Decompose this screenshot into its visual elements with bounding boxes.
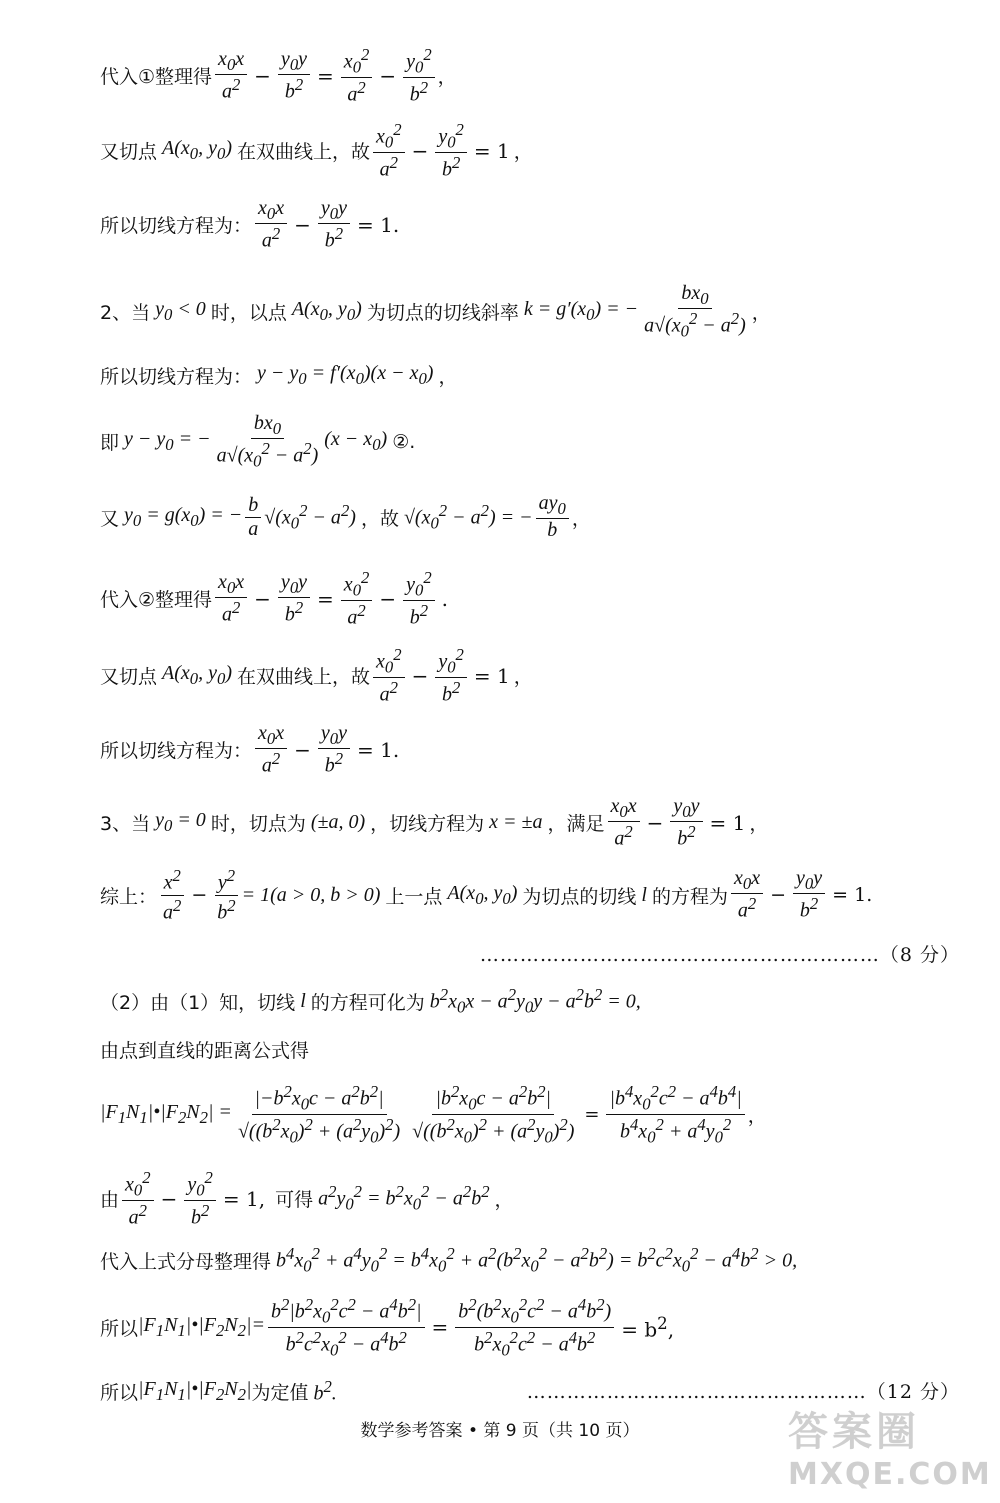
answer-line-6: 即 $y - y_0$ = − $\frac{bx_0}{a√(x_0^2 - a^2)}$ $(x - x_0)$ ②. [100,412,416,471]
answer-line-16: 由 $\frac{x_0^2}{a^2}$ − $\frac{y_0^2}{b^2}$ = 1, 可得 $a^2y_0^2 = b^2x_0^2 - a^2b^2$ ， [100,1168,514,1229]
answer-line-2: 又切点 $A(x_0$, $y_0$) 在双曲线上，故 $\frac{x_0^2}{a^2}$ − $\frac{y_0^2}{b^2}$ = 1 ， [100,120,533,181]
answer-line-4: 2、当 $y_0 < 0$ 时，以点 $A(x_0$, $y_0$) 为切点的切线斜率 $k = g'(x_0)$ = − $\frac{bx_0}{a√(x_0^2 - a^2)}$ ， [100,282,771,341]
answer-line-8: 代入②整理得 $\frac{x_0x}{a^2}$ − $\frac{y_0y}{b^2}$ = $\frac{x_0^2}{a^2}$ − $\frac{y_0^2}{b^2}$ . [100,568,449,629]
answer-line-19: 所以 $|F_1N_1|•|F_2N_2|$ 为定值 $b^2$. [100,1377,337,1405]
answer-line-17: 代入上式分母整理得 $b^4x_0^2 + a^4y_0^2 = b^4x_0^2 + a^2(b^2x_0^2 - a^2b^2) = b^2c^2x_0^2 - a^4b^2 > 0$, [100,1244,798,1276]
answer-line-14: 由点到直线的距离公式得 [100,1040,310,1062]
answer-line-12: 综上： $\frac{x^2}{a^2}$ − $\frac{y^2}{b^2}$ = 1(a > 0, b > 0) 上一点 $A(x_0$, $y_0$) 为切点的切线 l 的方程为 $\frac{x_0x}{a^2}$ − $\frac{y_0y}{b^2}$ = 1. [100,866,873,924]
answer-line-15: $|F_1N_1|•|F_2N_2|$ = $\frac{|-b^2x_0c - a^2b^2|}{√((b^2x_0)^2 + (a^2y_0)^2)}$ $\frac{|b^2x_0c - a^2b^2|}{√((b^2x_0)^2 + (a^2y_0)^2)}$ = $\frac{|b^4x_0^2c^2 - a^4b^4|}{b^4x_0^2 + a^4y_0^2}$ ， [100,1082,767,1147]
answer-line-10: 所以切线方程为： $\frac{x_0x}{a^2}$ − $\frac{y_0y}{b^2}$ = 1. [100,722,400,777]
page-footer: 数学参考答案 • 第 9 页（共 10 页） [360,1421,640,1441]
answer-line-5: 所以切线方程为： $y - y_0 = f'(x_0)(x - x_0)$ ， [100,362,458,388]
answer-line-9: 又切点 $A(x_0$, $y_0$) 在双曲线上，故 $\frac{x_0^2}{a^2}$ − $\frac{y_0^2}{b^2}$ = 1 ， [100,645,533,706]
watermark-logo [788,1400,992,1492]
score-12-text: ……………………………………………（12 分） [526,1381,960,1403]
score-8-text: ……………………………………………………（8 分） [479,944,960,966]
answer-line-18: 所以 $|F_1N_1|•|F_2N_2|=$ $\frac{b^2|b^2x_0^2c^2 - a^4b^2|}{b^2c^2x_0^2 - a^4b^2}$ = $\frac{b^2(b^2x_0^2c^2 - a^4b^2)}{b^2x_0^2c^2 - a^4b^2}$ = $b^2$, [100,1295,675,1360]
answer-line-1: 代入①整理得 $\frac{x_0x}{a^2}$ − $\frac{y_0y}{b^2}$ = $\frac{x_0^2}{a^2}$ − $\frac{y_0^2}{b^2}$ ， [100,45,457,106]
watermark-bottom: MXQE.COM [788,1457,992,1492]
answer-line-3: 所以切线方程为： $\frac{x_0x}{a^2}$ − $\frac{y_0y}{b^2}$ = 1. [100,197,400,252]
score-8 [480,940,960,967]
answer-line-7: 又 $y_0 = g(x_0)$ = − $\frac{b}{a}$ $√(x_0^2 - a^2)$ ，故 $√(x_0^2 - a^2)$ = − $\frac{ay_0}{b}$ ， [100,492,591,542]
answer-line-13: （2）由（1）知，切线 l 的方程可化为 $b^2x_0x - a^2y_0y - a^2b^2 = 0$, [100,985,641,1017]
answer-line-11: 3、当 $y_0 = 0$ 时，切点为 (±a, 0) ，切线方程为 x = ±a ，满足 $\frac{x_0x}{a^2}$ − $\frac{y_0y}{b^2}$ = 1 ， [100,795,769,850]
watermark-top: 答案圈 [788,1409,920,1455]
